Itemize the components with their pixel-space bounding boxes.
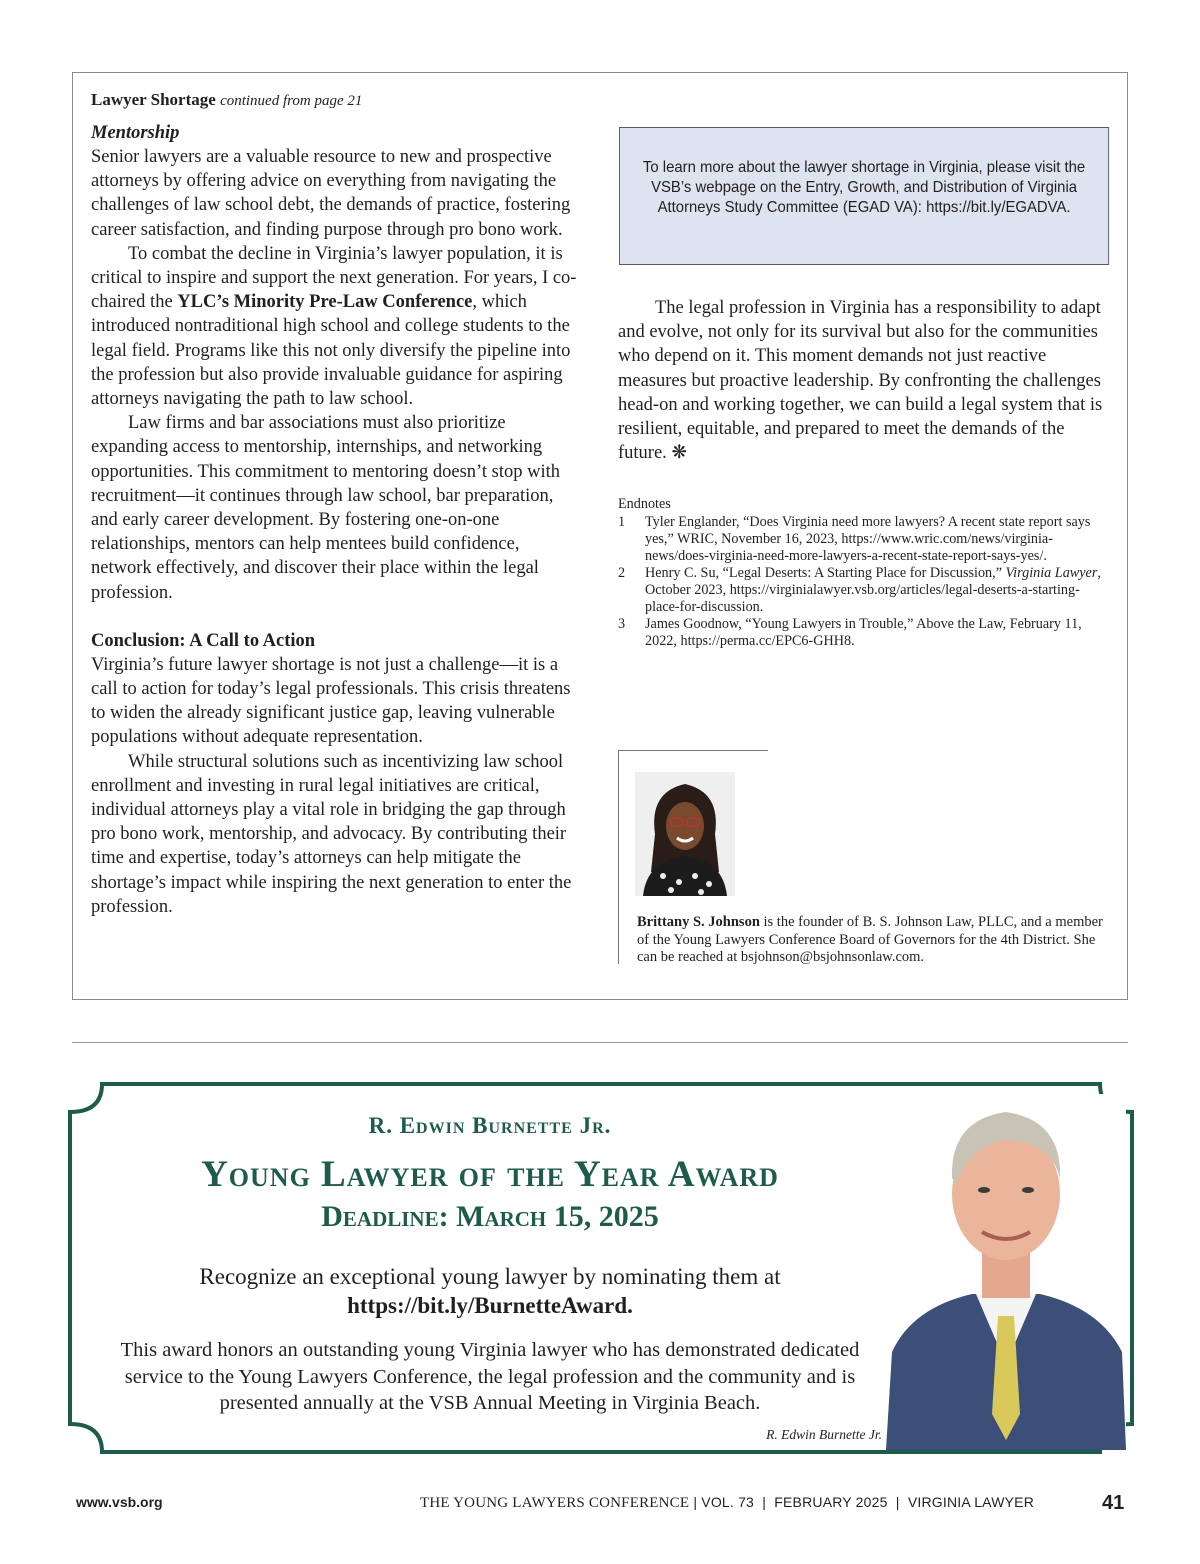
- author-bio: [637, 914, 1107, 967]
- mentorship-paragraph-3: Law firms and bar associations must also prioritize expanding access to mentorship, internships, and networking opportunities. This commitment to mentoring doesn’t stop with recruitment—it continues through law school, bar preparation, and early career development. By fostering one-on-one relationships, mentors can help mentees build confidence, network effectively, and discover their place within the legal profession.: [91, 413, 560, 603]
- award-description: This award honors an outstanding young Virginia lawyer who has demonstrated dedicated service to the Young Lawyers Conference, the legal profession and the community and is presented annually at the VSB Annual Meeting in Virginia Beach.: [120, 1339, 860, 1414]
- bio-divider: [618, 750, 619, 964]
- endnote-item: [618, 565, 1110, 616]
- endnote-item: [618, 616, 1110, 650]
- award-photo-caption: R. Edwin Burnette Jr.: [766, 1427, 882, 1442]
- endnote-item: [618, 514, 1110, 565]
- endnote-number: 3: [618, 616, 626, 632]
- conclusion-heading: Conclusion: A Call to Action: [91, 630, 316, 651]
- footer-url[interactable]: www.vsb.org: [76, 1494, 163, 1510]
- endnote-publication: Virginia Lawyer: [1005, 565, 1098, 581]
- award-nomination-prompt: Recognize an exceptional young lawyer by nominating them at: [199, 1264, 781, 1289]
- endnote-number: 2: [618, 565, 626, 581]
- end-mark-icon: ❋: [671, 443, 687, 464]
- author-bio-text: is the founder of B. S. Johnson Law, PLLC, and a member of the Young Lawyers Conference Board of Governors for the 4th District. She can be reached at bsjohnson@bsjohnsonlaw.com.: [637, 914, 1103, 965]
- egad-callout-box: [619, 127, 1109, 265]
- award-title: Young Lawyer of the Year Award: [201, 1154, 779, 1195]
- endnote-text: James Goodnow, “Young Lawyers in Trouble,” Above the Law, February 11, 2022, https://perma.cc/EPC6-GHH8.: [645, 616, 1082, 649]
- closing-text: The legal profession in Virginia has a responsibility to adapt and evolve, not only for its survival but also for the communities who depend on it. This moment demands not just reactive measures but proactive leadership. By confronting the challenges head-on and working together, we can build a legal system that is resilient, equitable, and prepared to meet the demands of the future.: [618, 298, 1103, 464]
- award-body: [90, 1262, 890, 1417]
- award-nomination-link[interactable]: https://bit.ly/BurnetteAward.: [347, 1293, 633, 1318]
- endnotes-heading: Endnotes: [618, 496, 671, 512]
- burnette-portrait-image: [886, 1094, 1126, 1450]
- endnote-number: 1: [618, 514, 626, 530]
- mentorship-p2-start: To combat the decline in Virginia’s lawyer population, it is critical to inspire and support the next generation. For years, I co-chaired the: [91, 243, 577, 313]
- page-footer: [0, 1494, 1200, 1522]
- article-right-column: [618, 296, 1110, 465]
- endnotes: [618, 496, 1110, 650]
- section-divider: [72, 1042, 1128, 1043]
- endnote-text-post: , October 2023, https://virginialawyer.vsb.org/articles/legal-deserts-a-starting-place-for-discussion.: [645, 565, 1101, 615]
- footer-separator: |: [689, 1494, 702, 1510]
- minority-pre-law-conference: YLC’s Minority Pre-Law Conference: [177, 292, 473, 313]
- article-left-column: [91, 88, 581, 919]
- author-photo: [635, 772, 735, 896]
- bio-rule: [618, 750, 768, 751]
- author-name: Brittany S. Johnson: [637, 914, 760, 930]
- running-head-title: Lawyer Shortage: [91, 90, 216, 109]
- conclusion-paragraph-1: Virginia’s future lawyer shortage is not just a challenge—it is a call to action for today’s legal professionals. This crisis threatens to widen the already significant justice gap, leaving vulnerable populations without adequate representation.: [91, 654, 571, 748]
- running-head: [91, 88, 581, 113]
- footer-magazine: VIRGINIA LAWYER: [907, 1494, 1035, 1510]
- endnote-text: Tyler Englander, “Does Virginia need more lawyers? A recent state report says yes,” WRIC, November 16, 2023, https://www.wric.com/news/virginia-news/does-virginia-need-more-lawyers-a-recent-state-report-says-yes/.: [645, 514, 1091, 564]
- mentorship-p2-end: , which introduced nontraditional high school and college students to the legal field. Programs like this not only diversify the pipeline into the profession but also provide invaluable guidance for aspiring attorneys navigating the path to law school.: [91, 292, 571, 410]
- award-deadline: Deadline: March 15, 2025: [321, 1200, 659, 1233]
- award-nomination-text: [90, 1262, 890, 1320]
- author-portrait-image: [635, 772, 735, 896]
- conclusion-paragraph-2: While structural solutions such as incentivizing law school enrollment and investing in rural legal initiatives are critical, individual attorneys play a vital role in bridging the gap through pro bono work, mentorship, and advocacy. By contributing their time and expertise, today’s attorneys can help mitigate the shortage’s impact while inspiring the next generation to enter the profession.: [91, 751, 572, 917]
- running-head-continued: continued from page 21: [220, 93, 363, 109]
- footer-publication: THE YOUNG LAWYERS CONFERENCE | VOL. 73 | FEBRUARY 2025 | VIRGINIA LAWYER: [420, 1494, 1035, 1511]
- footer-volume: VOL. 73: [701, 1494, 755, 1510]
- footer-conference: THE YOUNG LAWYERS CONFERENCE: [420, 1495, 690, 1511]
- award-namesake: R. Edwin Burnette Jr.: [368, 1113, 612, 1138]
- endnote-text-pre: Henry C. Su, “Legal Deserts: A Starting Place for Discussion,”: [645, 565, 1006, 581]
- award-title-block: [90, 1110, 890, 1236]
- endnote-text: [645, 565, 1110, 616]
- footer-date: FEBRUARY 2025: [774, 1494, 888, 1510]
- egad-callout-text: To learn more about the lawyer shortage in Virginia, please visit the VSB’s webpage on the Entry, Growth, and Distribution of Virginia Attorneys Study Committee (EGAD VA): https://bit.ly/EGADVA.: [642, 159, 1086, 216]
- mentorship-paragraph-1: Senior lawyers are a valuable resource to new and prospective attorneys by offering advice on everything from navigating the challenges of law school debt, the demands of practice, fostering career satisfaction, and finding purpose through pro bono work.: [91, 147, 571, 240]
- closing-paragraph: [618, 296, 1110, 465]
- mentorship-paragraph-2: [91, 242, 581, 411]
- mentorship-heading: Mentorship: [91, 123, 180, 143]
- page-number: 41: [1102, 1492, 1125, 1514]
